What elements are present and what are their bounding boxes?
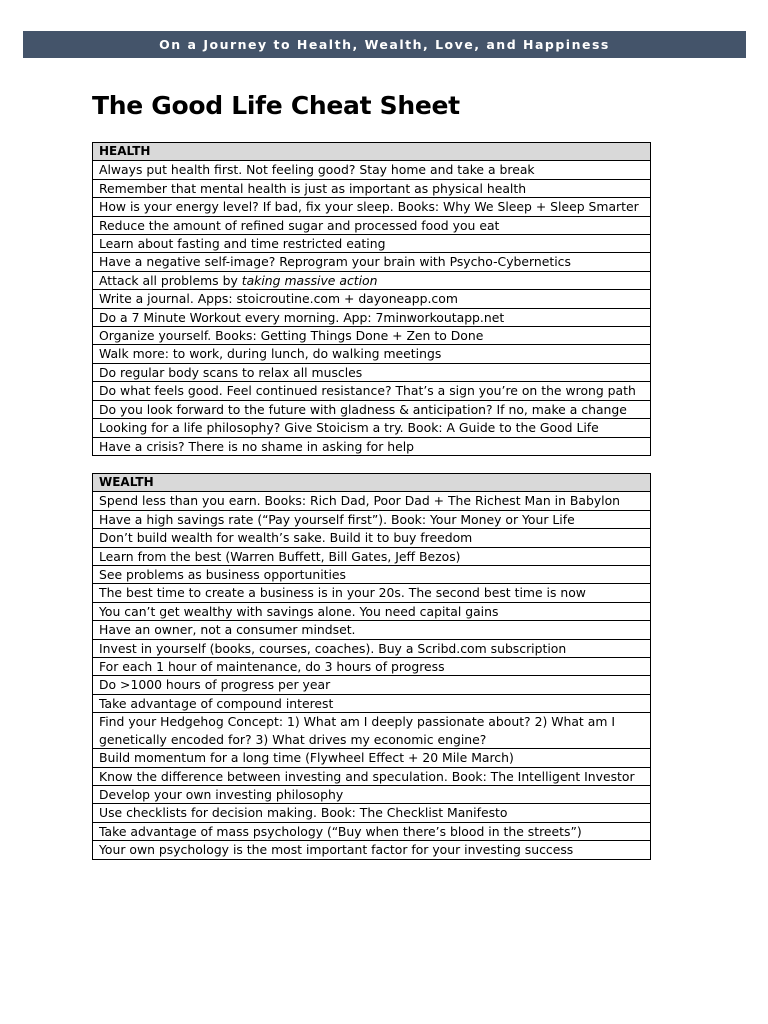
health-item: Do a 7 Minute Workout every morning. App: 7minworkoutapp.net [93,308,651,326]
table-row [93,621,651,639]
wealth-item: Find your Hedgehog Concept: 1) What am I deeply passionate about? 2) What am I genetically encoded for? 3) What drives my economic engine? [93,713,651,749]
health-item: Organize yourself. Books: Getting Things Done + Zen to Done [93,327,651,345]
health-item-emphasis: taking massive action [241,272,378,288]
wealth-item: Do >1000 hours of progress per year [93,676,651,694]
health-item-text: Attack all problems by [99,272,242,288]
table-row [93,658,651,676]
table-row [93,363,651,381]
table-row [93,713,651,749]
wealth-item: Learn from the best (Warren Buffett, Bill Gates, Jeff Bezos) [93,547,651,565]
wealth-item: See problems as business opportunities [93,566,651,584]
health-item: Reduce the amount of refined sugar and processed food you eat [93,216,651,234]
table-row [93,547,651,565]
health-item: Write a journal. Apps: stoicroutine.com + dayoneapp.com [93,290,651,308]
wealth-table [92,473,651,860]
table-row [93,749,651,767]
wealth-item: You can’t get wealthy with savings alone. You need capital gains [93,602,651,620]
health-item: Do you look forward to the future with gladness & anticipation? If no, make a change [93,400,651,418]
table-row [93,419,651,437]
health-header-row [93,143,651,161]
wealth-item: Build momentum for a long time (Flywheel Effect + 20 Mile March) [93,749,651,767]
table-row [93,510,651,528]
table-row [93,584,651,602]
wealth-item: Invest in yourself (books, courses, coaches). Buy a Scribd.com subscription [93,639,651,657]
table-row [93,767,651,785]
wealth-header: WEALTH [93,474,651,492]
wealth-item: Don’t build wealth for wealth’s sake. Build it to buy freedom [93,529,651,547]
table-row [93,179,651,197]
table-row [93,694,651,712]
table-row [93,676,651,694]
health-header: HEALTH [93,143,651,161]
wealth-item: Spend less than you earn. Books: Rich Dad, Poor Dad + The Richest Man in Babylon [93,492,651,510]
table-row [93,639,651,657]
top-banner [23,31,746,58]
health-item: Looking for a life philosophy? Give Stoicism a try. Book: A Guide to the Good Life [93,419,651,437]
table-row [93,308,651,326]
table-row [93,216,651,234]
table-row [93,804,651,822]
wealth-item: Your own psychology is the most important factor for your investing success [93,841,651,859]
table-row [93,566,651,584]
wealth-item: Take advantage of mass psychology (“Buy when there’s blood in the streets”) [93,822,651,840]
table-row [93,822,651,840]
health-item: Do regular body scans to relax all muscles [93,363,651,381]
table-row [93,529,651,547]
wealth-item: Take advantage of compound interest [93,694,651,712]
table-row [93,235,651,253]
wealth-item: Use checklists for decision making. Book: The Checklist Manifesto [93,804,651,822]
wealth-header-row [93,474,651,492]
table-row [93,382,651,400]
table-row [93,290,651,308]
table-row [93,400,651,418]
health-item: Have a crisis? There is no shame in asking for help [93,437,651,455]
health-item: Always put health first. Not feeling good? Stay home and take a break [93,161,651,179]
table-row [93,345,651,363]
health-item: Learn about fasting and time restricted eating [93,235,651,253]
health-item: Remember that mental health is just as important as physical health [93,179,651,197]
wealth-item: For each 1 hour of maintenance, do 3 hours of progress [93,658,651,676]
table-row [93,785,651,803]
table-row [93,198,651,216]
health-table [92,142,651,456]
health-item [93,271,651,289]
wealth-item: Develop your own investing philosophy [93,785,651,803]
table-row [93,271,651,289]
table-row [93,492,651,510]
banner-text: On a Journey to Health, Wealth, Love, and Happiness [159,37,610,52]
table-row [93,602,651,620]
table-row [93,327,651,345]
table-row [93,437,651,455]
page-title: The Good Life Cheat Sheet [92,91,460,120]
wealth-item: Know the difference between investing and speculation. Book: The Intelligent Investor [93,767,651,785]
table-row [93,161,651,179]
wealth-item: Have an owner, not a consumer mindset. [93,621,651,639]
table-row [93,253,651,271]
health-item: Do what feels good. Feel continued resistance? That’s a sign you’re on the wrong path [93,382,651,400]
health-item: How is your energy level? If bad, fix your sleep. Books: Why We Sleep + Sleep Smarter [93,198,651,216]
health-item: Walk more: to work, during lunch, do walking meetings [93,345,651,363]
health-item: Have a negative self-image? Reprogram your brain with Psycho-Cybernetics [93,253,651,271]
table-row [93,841,651,859]
wealth-item: Have a high savings rate (“Pay yourself first”). Book: Your Money or Your Life [93,510,651,528]
wealth-item: The best time to create a business is in your 20s. The second best time is now [93,584,651,602]
